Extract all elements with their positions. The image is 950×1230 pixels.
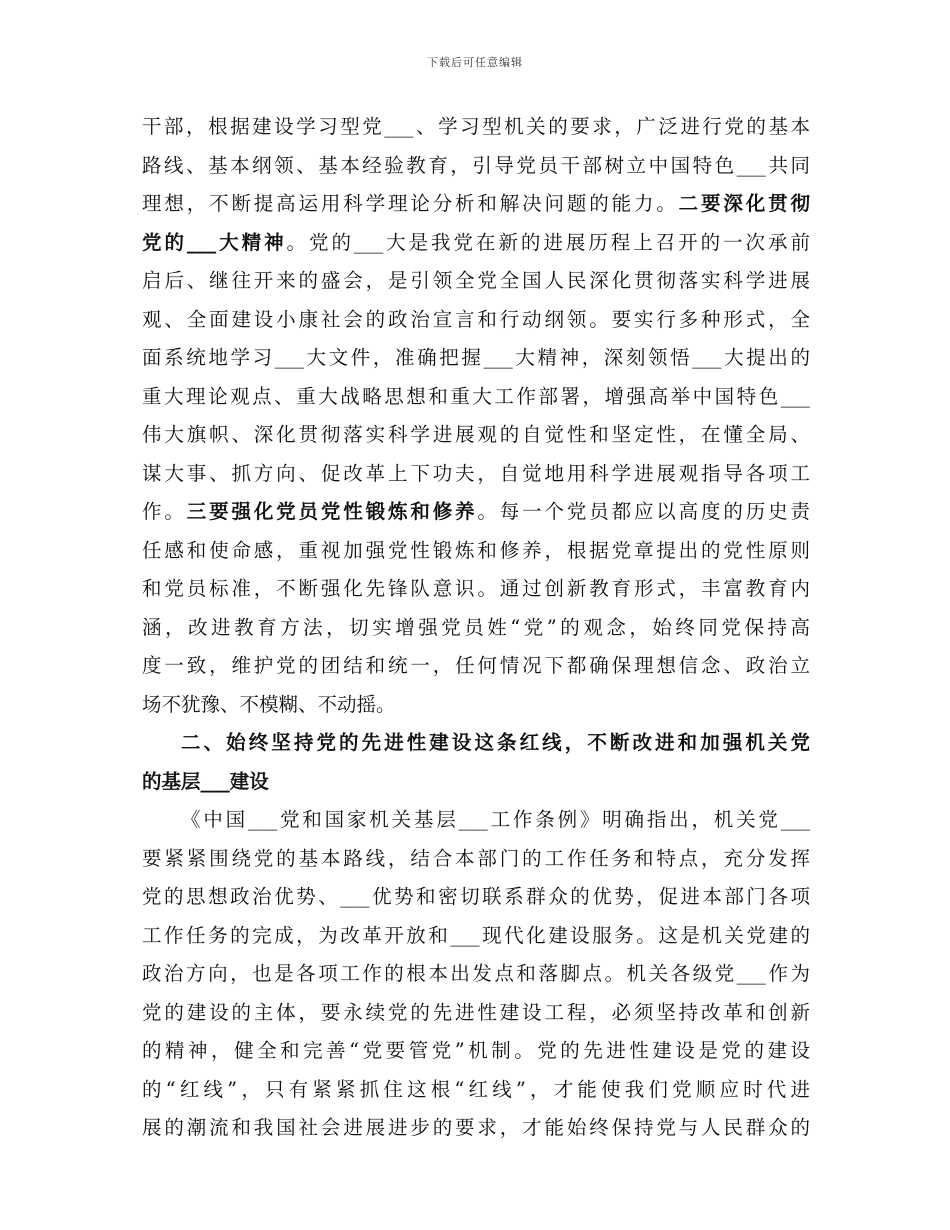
text-segment: 理想，不断提高运用科学理论分析和解决问题的能力。 xyxy=(142,192,679,215)
bold-text-segment: 三要强化党员党性锻炼和修养 xyxy=(186,500,478,523)
text-segment: 。每一个党员都应以高度的历史责 xyxy=(477,500,810,523)
text-segment: 展的潮流和我国社会进展进步的要求，才能始终保持党与人民群众的 xyxy=(142,1116,810,1139)
text-line xyxy=(142,801,810,840)
text-segment: 的“红线”，只有紧紧抓住这根“红线”，才能使我们党顺应时代进 xyxy=(142,1077,810,1101)
bold-text-segment: 二要深化贯彻 xyxy=(678,192,810,215)
text-line xyxy=(142,301,810,340)
text-line xyxy=(142,724,810,763)
text-segment: 党的建设的主体，要永续党的先进性建设工程，必须坚持改革和创新 xyxy=(142,1000,810,1024)
text-line xyxy=(142,185,810,224)
text-line xyxy=(142,493,810,532)
text-segment: 和党员标准，不断强化先锋队意识。通过创新教育形式，丰富教育内 xyxy=(142,577,810,600)
text-segment: 作。 xyxy=(142,500,187,523)
text-segment: 面系统地学习___大文件，准确把握___大精神，深刻领悟___大提出的 xyxy=(142,346,810,369)
text-line xyxy=(142,224,810,263)
text-line xyxy=(142,1071,810,1110)
text-segment: 路线、基本纲领、基本经验教育，引导党员干部树立中国特色___共同 xyxy=(142,153,810,177)
text-line xyxy=(142,262,810,301)
text-segment: 谋大事、抓方向、促改革上下功夫，自觉地用科学进展观指导各项工 xyxy=(142,461,810,485)
text-segment: 度一致，维护党的团结和统一，任何情况下都确保理想信念、政治立 xyxy=(142,654,810,677)
text-segment: 场不犹豫、不模糊、不动摇。 xyxy=(142,692,396,716)
text-line xyxy=(142,570,810,609)
text-line xyxy=(142,1109,810,1148)
text-line xyxy=(142,840,810,879)
text-line xyxy=(142,108,810,147)
text-line xyxy=(142,339,810,378)
text-line xyxy=(142,532,810,571)
text-segment: 观、全面建设小康社会的政治宣言和行动纲领。要实行多种形式，全 xyxy=(142,307,810,331)
text-segment: 任感和使命感，重视加强党性锻炼和修养，根据党章提出的党性原则 xyxy=(142,538,810,562)
text-segment: 要紧紧围绕党的基本路线，结合本部门的工作任务和特点，充分发挥 xyxy=(142,846,810,870)
text-line xyxy=(142,147,810,186)
text-line xyxy=(142,416,810,455)
text-segment: 政治方向，也是各项工作的根本出发点和落脚点。机关各级党___作为 xyxy=(142,962,810,985)
text-segment: 干部，根据建设学习型党___、学习型机关的要求，广泛进行党的基本 xyxy=(142,115,810,138)
text-line xyxy=(142,455,810,494)
text-segment: 《中国___党和国家机关基层___工作条例》明确指出，机关党___ xyxy=(181,808,810,831)
text-line xyxy=(142,763,810,802)
text-segment: 。党的___大是我党在新的进展历程上召开的一次承前 xyxy=(286,230,810,254)
text-segment: 涵，改进教育方法，切实增强党员姓“党”的观念，始终同党保持高 xyxy=(142,615,810,639)
page-header-note: 下载后可任意编辑 xyxy=(427,56,523,69)
text-segment: 党的思想政治优势、___优势和密切联系群众的优势，促进本部门各项 xyxy=(142,885,810,908)
text-line xyxy=(142,917,810,956)
text-line xyxy=(142,1032,810,1071)
text-segment: 的精神，健全和完善“党要管党”机制。党的先进性建设是党的建设 xyxy=(142,1039,810,1062)
text-line xyxy=(142,955,810,994)
bold-text-segment: 党的___大精神 xyxy=(142,230,287,254)
text-segment: 工作任务的完成，为改革开放和___现代化建设服务。这是机关党建的 xyxy=(142,923,810,947)
text-line xyxy=(142,686,810,725)
text-line xyxy=(142,609,810,648)
bold-text-segment: 二、始终坚持党的先进性建设这条红线，不断改进和加强机关党 xyxy=(181,731,810,754)
document-body xyxy=(142,108,810,1148)
bold-text-segment: 的基层___建设 xyxy=(142,769,269,793)
text-line xyxy=(142,878,810,917)
text-segment: 重大理论观点、重大战略思想和重大工作部署，增强高举中国特色___ xyxy=(142,384,810,408)
text-line xyxy=(142,378,810,417)
text-line xyxy=(142,994,810,1033)
text-line xyxy=(142,647,810,686)
text-segment: 伟大旗帜、深化贯彻落实科学进展观的自觉性和坚定性，在懂全局、 xyxy=(142,423,810,446)
text-segment: 启后、继往开来的盛会，是引领全党全国人民深化贯彻落实科学进展 xyxy=(142,269,810,292)
